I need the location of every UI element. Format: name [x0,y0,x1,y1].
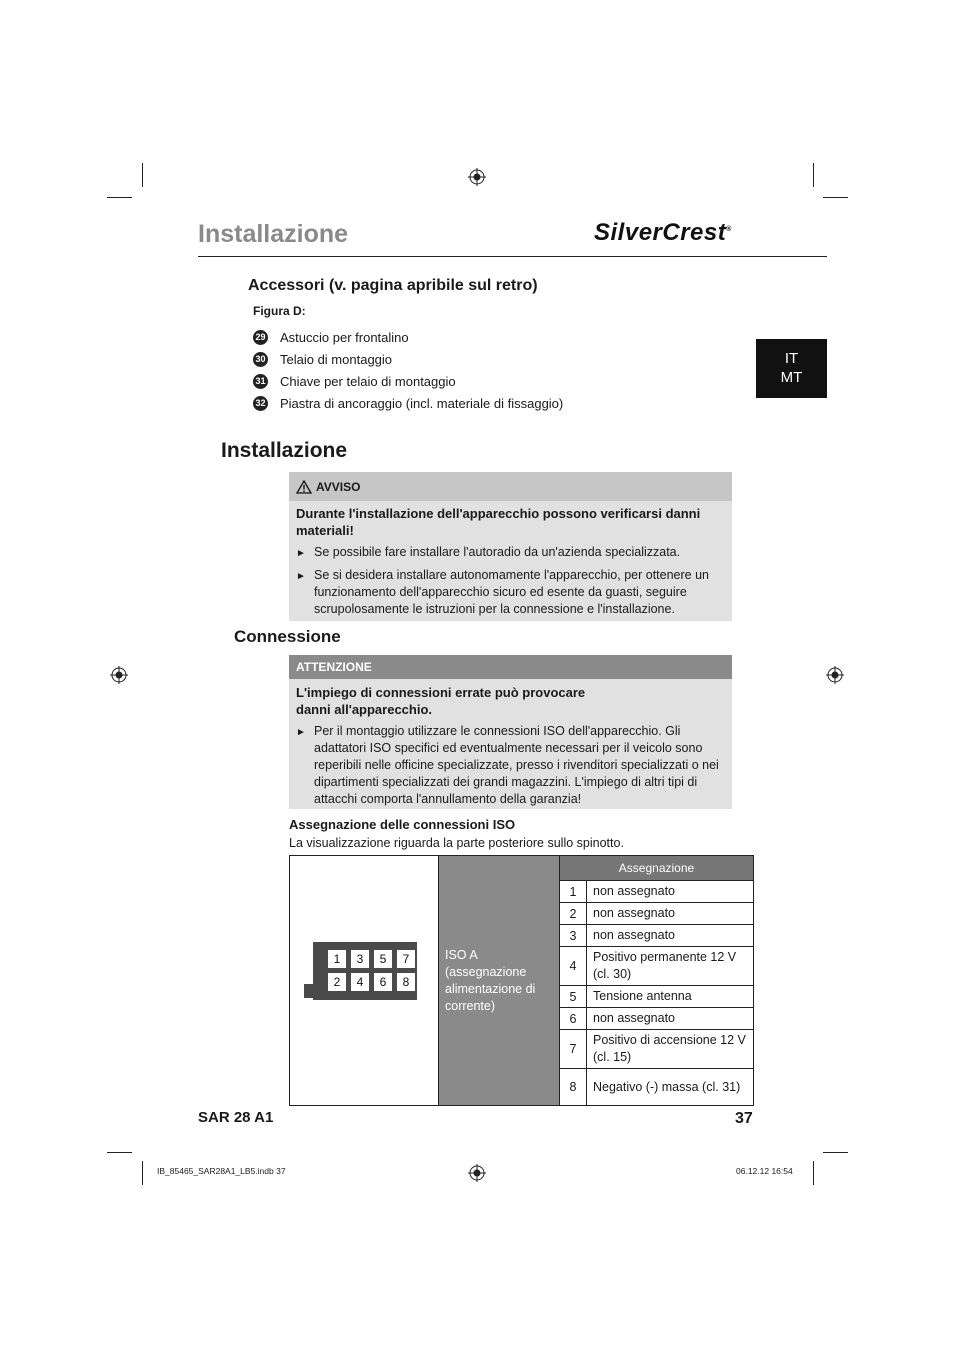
connector-pin: 8 [397,973,415,991]
pin-number: 8 [560,1069,587,1106]
print-file-info: IB_85465_SAR28A1_LB5.indb 37 [157,1166,286,1176]
section-title-installation: Installazione [221,439,348,462]
bullet-text: Se possibile fare installare l'autoradio da un'azienda specializzata. [314,545,681,559]
crop-mark [107,1152,132,1153]
crop-mark [823,1152,848,1153]
warning-header [289,472,732,501]
item-number-badge: 29 [253,330,268,345]
brand-logo [594,219,732,247]
connector-pin: 1 [328,950,346,968]
list-item [296,723,724,808]
item-text: Chiave per telaio di montaggio [280,373,456,389]
list-item [253,326,563,348]
crop-mark [823,197,848,198]
item-number-badge: 30 [253,352,268,367]
connector-pin: 2 [328,973,346,991]
pin-number: 5 [560,986,587,1008]
bullet-arrow-icon: ► [296,548,306,559]
attention-strong-line: danni all'apparecchio. [296,702,433,717]
warning-label: AVVISO [316,479,361,494]
registration-mark-icon [110,666,128,684]
page-header-title: Installazione [198,220,349,248]
attention-bullets [289,718,732,808]
header-divider [198,256,827,257]
pin-number: 1 [560,881,587,903]
bullet-text: Se si desidera installare autonomamente l'apparecchio, per ottenere un funzionamento dell'apparecchio sicuro ed esente da guasti, seguire scrupolosamente le istruzioni per la connessione e l'installazione. [314,568,709,616]
pin-description: non assegnato [587,1008,754,1030]
warning-box [289,472,732,621]
section-title-connection: Connessione [234,627,341,646]
connector-pin: 4 [351,973,369,991]
language-code-it: IT [784,350,799,367]
table-header: Assegnazione [560,856,754,881]
figure-label: Figura D: [253,304,306,318]
accessories-heading: Accessori (v. pagina apribile sul retro) [248,277,538,294]
accessories-list [253,326,563,414]
warning-triangle-icon [296,480,312,494]
bullet-arrow-icon: ► [296,571,306,582]
connector-pin: 3 [351,950,369,968]
attention-strong-line: L'impiego di connessioni errate può provocare [296,685,586,700]
item-number-badge: 32 [253,396,268,411]
registered-mark: ® [726,226,732,233]
bullet-arrow-icon: ► [296,727,306,738]
warning-strong-text: Durante l'installazione dell'apparecchio possono verificarsi danni materiali! [296,506,701,538]
iso-assignment-table [289,855,754,1106]
model-number: SAR 28 A1 [198,1109,274,1126]
connector-diagram-cell [290,856,439,1106]
pin-number: 7 [560,1030,587,1069]
pin-description: non assegnato [587,881,754,903]
attention-box [289,655,732,809]
print-date-info: 06.12.12 16:54 [736,1166,793,1176]
attention-header: ATTENZIONE [289,655,732,679]
list-item [253,370,563,392]
list-item [253,348,563,370]
pin-description: Positivo di accensione 12 V (cl. 15) [587,1030,754,1069]
registration-mark-icon [468,168,486,186]
pin-description: non assegnato [587,925,754,947]
pin-description: Tensione antenna [587,986,754,1008]
connector-pin: 7 [397,950,415,968]
crop-mark [813,1161,814,1185]
crop-mark [142,163,143,187]
crop-mark [107,197,132,198]
item-text: Telaio di montaggio [280,351,393,367]
language-code-mt: MT [780,369,803,386]
pin-number: 4 [560,947,587,986]
pin-number: 2 [560,903,587,925]
connector-pins [328,950,415,991]
warning-bullets [289,539,732,618]
iso-subtitle: La visualizzazione riguarda la parte posteriore sullo spinotto. [289,836,624,850]
registration-mark-icon [826,666,844,684]
bullet-text: Per il montaggio utilizzare le connessioni ISO dell'apparecchio. Gli adattatori ISO specifici ed eventualmente necessari per il veicolo sono reperibili nelle officine specializzate, presso i rivenditori specializzati o nei dipartimenti specializzati dei grandi magazzini. L'impiego di altri tipi di attacchi comporta l'annullamento della garanzia! [314,724,719,806]
page-number: 37 [735,1110,753,1127]
list-item [296,567,724,618]
pin-number: 6 [560,1008,587,1030]
pin-number: 3 [560,925,587,947]
connector-pin: 6 [374,973,392,991]
pin-description: Negativo (-) massa (cl. 31) [587,1069,754,1106]
pin-description: Positivo permanente 12 V (cl. 30) [587,947,754,986]
list-item [253,392,563,414]
registration-mark-icon [468,1164,486,1182]
crop-mark [142,1161,143,1185]
connector-notch [304,984,314,998]
iso-heading: Assegnazione delle connessioni ISO [289,817,516,832]
connector-pin: 5 [374,950,392,968]
item-text: Piastra di ancoraggio (incl. materiale di fissaggio) [280,395,564,411]
attention-strong-text [289,679,732,718]
item-number-badge: 31 [253,374,268,389]
crop-mark [813,163,814,187]
item-text: Astuccio per frontalino [280,329,409,345]
brand-name: SilverCrest [594,219,727,246]
pin-description: non assegnato [587,903,754,925]
language-tab [756,339,827,398]
list-item [296,544,724,562]
iso-a-label: ISO A (assegnazione alimentazione di corrente) [439,856,560,1106]
